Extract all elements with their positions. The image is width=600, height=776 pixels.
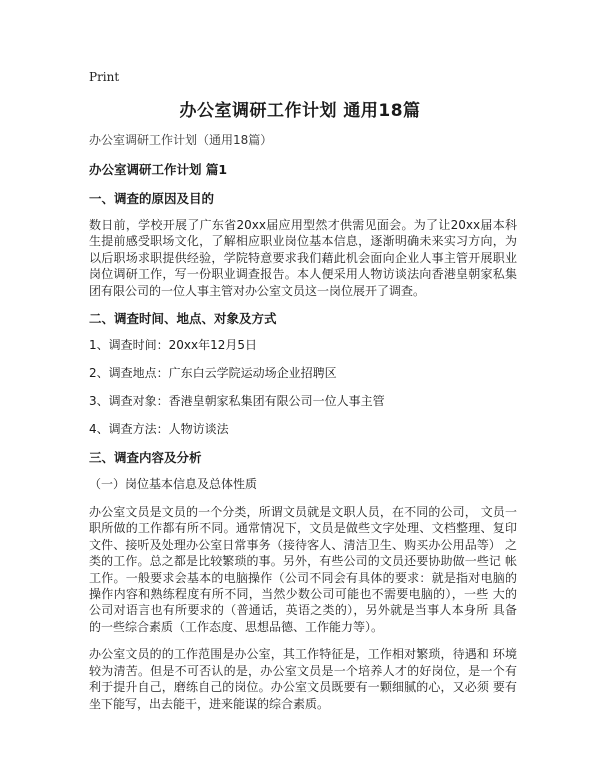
section-1-paragraph: 数日前，学校开展了广东省20xx届应用型然才供需见面会。为了让20xx届本科生提前感受职场文化，了解相应职业岗位基本信息，逐渐明确未来实习方向，为以后职场求职提供经验，学院特意要求我们藉此机会面向企业人事主管开展职业岗位调研工作，写一份职业调查报告。本人便采用人物访谈法向香港皇朝家私集团有限公司的一位人事主管对办公室文员这一岗位展开了调查。 [89,218,517,298]
section-3-paragraph-1: 办公室文员是文员的一个分类，所谓文员就是文职人员，在不同的公司， 文员一职所做的工作都有所不同。通常情况下，文员是做些文字处理、文档整理、复印文件、接听及处理办公室日常事务（接待客人、清洁卫生、购买办公用品等） 之类的工作。总之都是比较繁琐的事。另外，有些公司的文员还要协助做一些记 帐工作。一般要求会基本的电脑操作（公司不同会有具体的要求：就是指对电脑的操作内容和熟练程度有所不同，当然少数公司可能也不需要电脑的），一些 大的公司对语言也有所要求的（普通话，英语之类的），另外就是当事人本身所 具备的一些综合素质（工作态度、思想品德、工作能力等）。 [89,505,517,634]
survey-subject-item: 3、调查对象：香港皇朝家私集团有限公司一位人事主管 [89,394,385,409]
section-heading-2: 二、调查时间、地点、对象及方式 [89,311,277,327]
document-body [89,131,517,723]
survey-location-item: 2、调查地点：广东白云学院运动场企业招聘区 [89,366,337,381]
document-subtitle: 办公室调研工作计划（通用18篇） [89,133,273,147]
section-heading-3: 三、调查内容及分析 [89,450,202,466]
plan-heading: 办公室调研工作计划 篇1 [89,162,228,177]
section-3-paragraph-2: 办公室文员的的工作范围是办公室，其工作特征是，工作相对繁琐，待遇和 环境较为清苦。但是不可否认的是，办公室文员是一个培养人才的好岗位，是一个有利于提升自己，磨练自己的岗位。办公室文员既要有一颗细腻的心，又必须 要有坐下能写，出去能干，进来能谋的综合素质。 [89,647,517,711]
section-heading-1: 一、调查的原因及目的 [89,191,215,206]
section-3-subheading: （一）岗位基本信息及总体性质 [89,477,258,492]
survey-method-item: 4、调查方法：人物访谈法 [89,422,229,437]
document-title: 办公室调研工作计划 通用18篇 [179,101,421,121]
survey-time-item: 1、调查时间：20xx年12月5日 [89,338,258,353]
print-link[interactable]: Print [89,70,120,84]
